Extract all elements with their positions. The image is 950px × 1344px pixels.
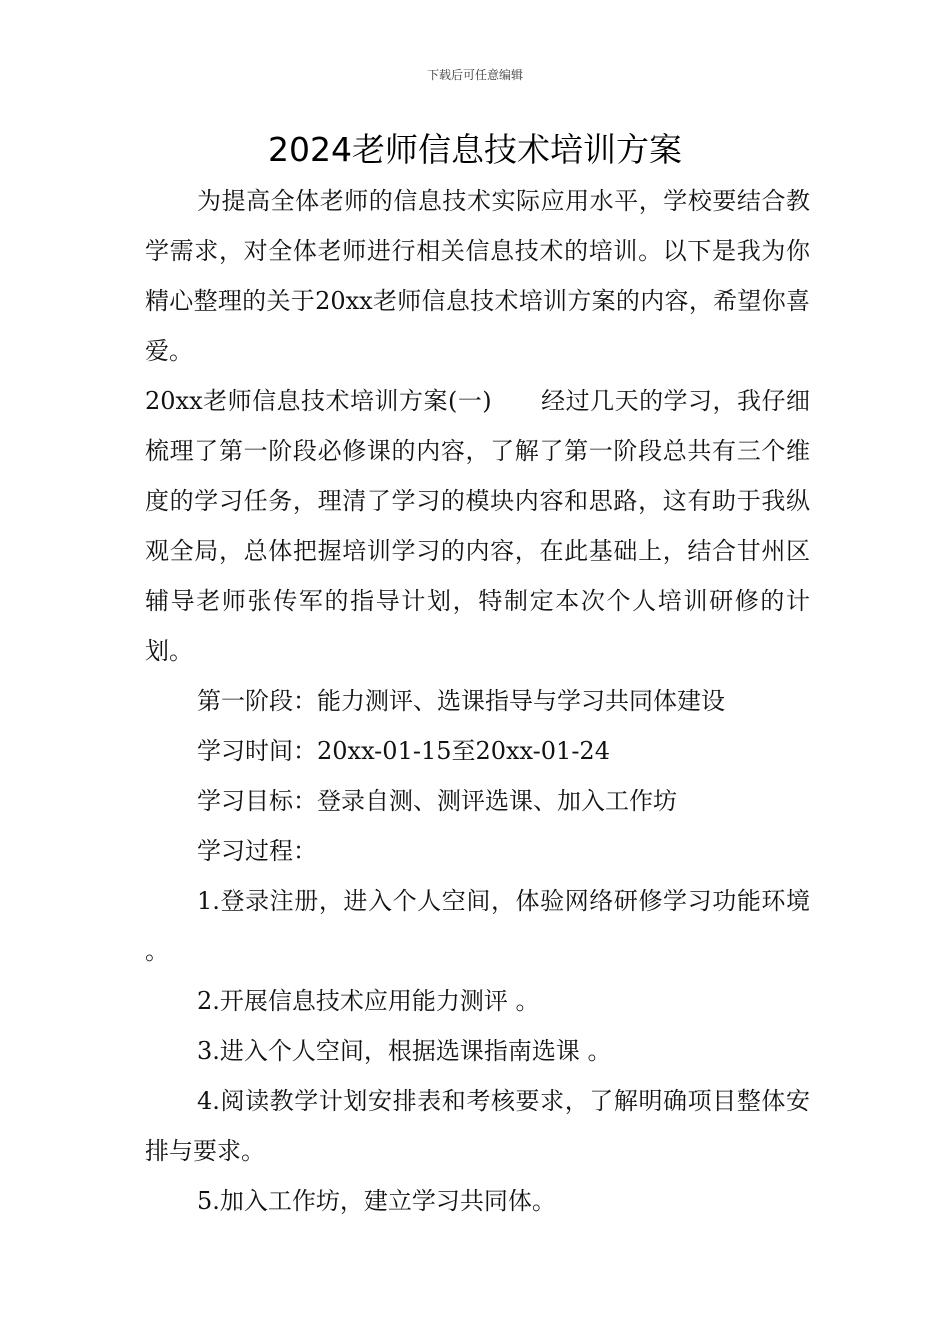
- process-item-2: 2.开展信息技术应用能力测评 。: [197, 987, 540, 1015]
- process-item-5: 5.加入工作坊，建立学习共同体。: [197, 1187, 556, 1215]
- study-goal: 学习目标：登录自测、测评选课、加入工作坊: [197, 787, 677, 815]
- plan-one-paragraph: 20xx老师信息技术培训方案(一) 经过几天的学习，我仔细梳理了第一阶段必修课的内容，了解了第一阶段总共有三个维度的学习任务，理清了学习的模块内容和思路，这有助于我纵观全局，总体把握培训学习的内容，在此基础上，结合甘州区辅导老师张传军的指导计划，特制定本次个人培训研修的计划。: [145, 387, 810, 665]
- study-process-heading: 学习过程：: [197, 837, 317, 865]
- document-body: [145, 176, 810, 1226]
- document-title: 2024老师信息技术培训方案: [268, 130, 682, 169]
- process-item-3: 3.进入个人空间，根据选课指南选课 。: [197, 1037, 612, 1065]
- intro-paragraph: 为提高全体老师的信息技术实际应用水平，学校要结合教学需求，对全体老师进行相关信息技术的培训。以下是我为你精心整理的关于20xx老师信息技术培训方案的内容，希望你喜爱。: [145, 187, 810, 365]
- study-time: 学习时间：20xx-01-15至20xx-01-24: [197, 737, 610, 765]
- process-item-1: 1.登录注册，进入个人空间，体验网络研修学习功能环境 。: [145, 887, 810, 965]
- process-item-4: 4.阅读教学计划安排表和考核要求，了解明确项目整体安排与要求。: [145, 1087, 810, 1165]
- stage-heading: 第一阶段：能力测评、选课指导与学习共同体建设: [197, 687, 725, 715]
- page-header-note: 下载后可任意编辑: [426, 68, 523, 82]
